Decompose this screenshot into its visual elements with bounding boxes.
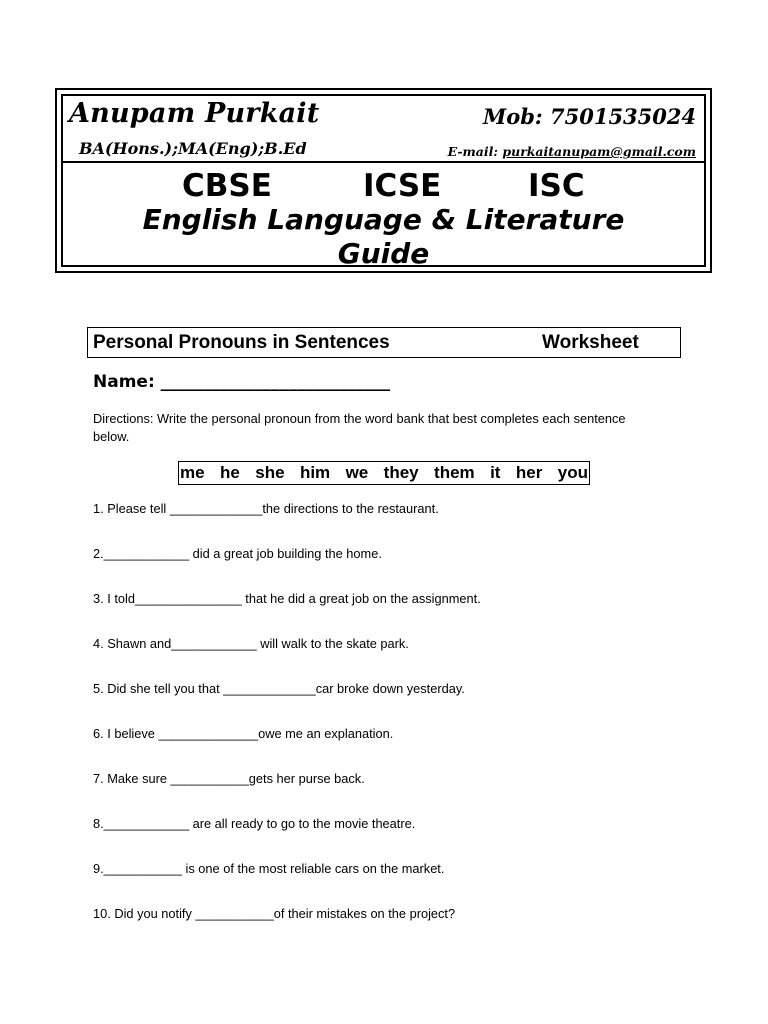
worksheet-title: Personal Pronouns in Sentences: [93, 332, 390, 353]
mobile-number: Mob: 7501535024: [483, 104, 697, 129]
board-list: [63, 168, 704, 206]
guide-title-line-1: English Language & Literature: [142, 203, 625, 236]
email-link[interactable]: purkaitanupam@gmail.com: [502, 144, 696, 159]
question-item[interactable]: 8.____________ are all ready to go to the movie theatre.: [93, 816, 416, 831]
board-isc: ISC: [528, 168, 585, 204]
word-bank-item: you: [557, 463, 588, 482]
word-bank-item: her: [515, 463, 543, 482]
question-list: [93, 500, 693, 950]
question-item[interactable]: 7. Make sure ___________gets her purse back.: [93, 771, 365, 786]
word-bank-item: he: [219, 463, 240, 482]
worksheet-title-box: [87, 327, 681, 358]
word-bank-item: him: [299, 463, 331, 482]
word-bank: [178, 461, 590, 485]
header-inner-frame: [61, 94, 706, 270]
question-item[interactable]: 4. Shawn and____________ will walk to the skate park.: [93, 636, 409, 651]
name-field[interactable]: Name: ___________________________: [93, 372, 391, 392]
question-item[interactable]: 6. I believe ______________owe me an explanation.: [93, 726, 394, 741]
worksheet-label: Worksheet: [542, 332, 639, 353]
question-item[interactable]: 10. Did you notify ___________of their mistakes on the project?: [93, 906, 456, 921]
question-item[interactable]: 5. Did she tell you that _____________car broke down yesterday.: [93, 681, 465, 696]
word-bank-item: they: [383, 463, 419, 482]
word-bank-item: she: [255, 463, 285, 482]
header-box: [55, 88, 712, 273]
word-bank-item: we: [345, 463, 369, 482]
header-divider: [63, 161, 704, 163]
author-name: Anupam Purkait: [69, 98, 320, 129]
author-degrees: BA(Hons.);MA(Eng);B.Ed: [79, 139, 307, 158]
question-item[interactable]: 2.____________ did a great job building the home.: [93, 546, 382, 561]
word-bank-item: it: [490, 463, 501, 482]
word-bank-item: me: [180, 463, 205, 482]
board-cbse: CBSE: [182, 168, 272, 204]
guide-title: [63, 203, 704, 271]
directions-text: Directions: Write the personal pronoun from the word bank that best completes each sentence below.: [93, 411, 626, 444]
word-bank-item: them: [434, 463, 475, 482]
question-item[interactable]: 1. Please tell _____________the directions to the restaurant.: [93, 501, 439, 516]
question-item[interactable]: 3. I told_______________ that he did a great job on the assignment.: [93, 591, 481, 606]
email-line: [448, 144, 696, 159]
email-label: E-mail:: [447, 144, 503, 159]
guide-title-line-2: Guide: [337, 237, 430, 270]
question-item[interactable]: 9.___________ is one of the most reliable cars on the market.: [93, 861, 445, 876]
board-icse: ICSE: [363, 168, 442, 204]
